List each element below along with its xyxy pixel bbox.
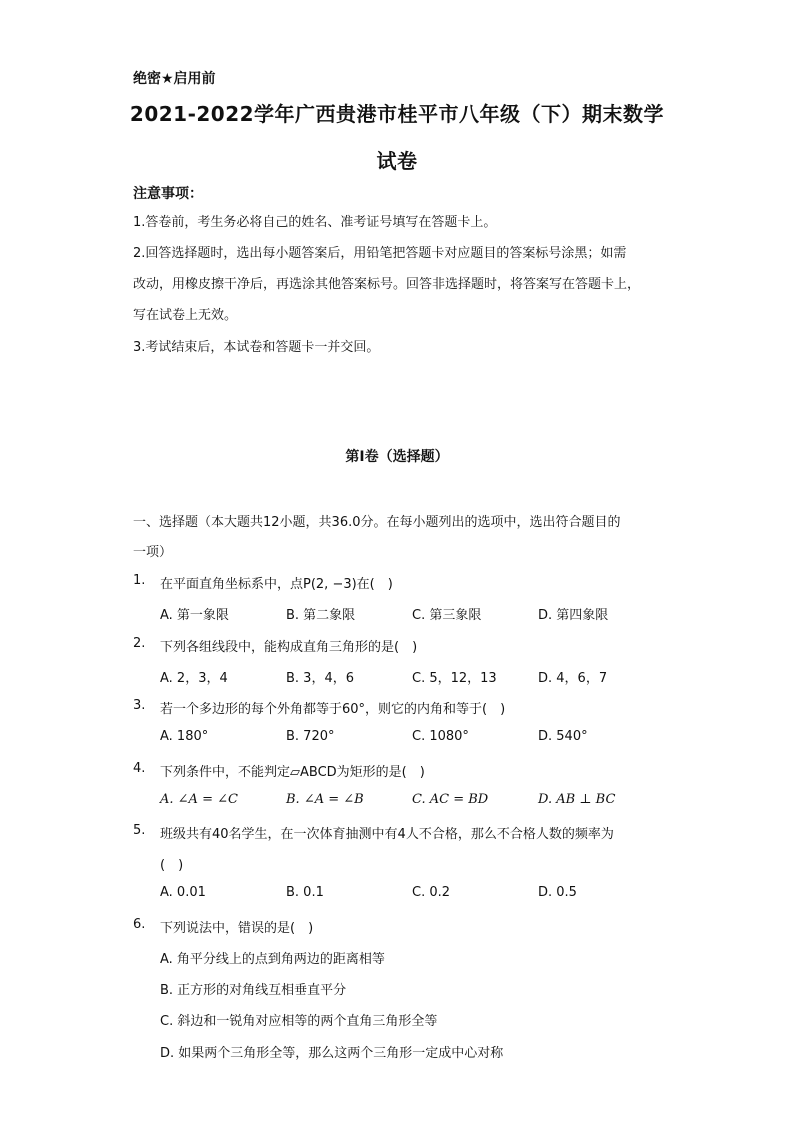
confidential-label: 绝密★启用前 (133, 71, 216, 87)
question-1-option-b: B. 第二象限 (286, 608, 356, 623)
question-3-option-a: A. 180° (160, 729, 209, 744)
notice-item-1: 1.答卷前，考生务必将自己的姓名、准考证号填写在答题卡上。 (133, 215, 497, 230)
question-2-option-d: D. 4，6，7 (538, 671, 608, 686)
question-3-text: 若一个多边形的每个外角都等于60°，则它的内角和等于( ) (160, 702, 506, 717)
question-4-option-d: D. AB ⊥ BC (538, 792, 616, 807)
exam-title-line1: 2021-2022学年广西贵港市桂平市八年级（下）期末数学 (129, 102, 665, 126)
question-2-option-b: B. 3，4，6 (286, 671, 354, 686)
question-1-number: 1. (133, 573, 146, 588)
question-5-option-a: A. 0.01 (160, 885, 206, 900)
question-2-number: 2. (133, 636, 146, 651)
question-3-option-b: B. 720° (286, 729, 335, 744)
question-5-number: 5. (133, 823, 146, 838)
question-4-text: 下列条件中，不能判定▱ABCD为矩形的是( ) (160, 765, 425, 780)
notice-item-2-line2: 改动，用橡皮擦干净后，再选涂其他答案标号。回答非选择题时，将答案写在答题卡上， (133, 277, 641, 292)
question-1-text: 在平面直角坐标系中，点P(2, −3)在( ) (160, 577, 393, 592)
question-4-option-b: B. ∠A = ∠B (286, 792, 364, 807)
exam-title-line2: 试卷 (376, 149, 418, 173)
part-heading (133, 508, 673, 568)
question-5-option-b: B. 0.1 (286, 885, 324, 900)
question-1-option-d: D. 第四象限 (538, 608, 609, 623)
section-title: 第I卷（选择题） (345, 449, 449, 465)
question-6-text: 下列说法中，错误的是( ) (160, 921, 314, 936)
question-1-option-a: A. 第一象限 (160, 608, 229, 623)
question-4-number: 4. (133, 761, 146, 776)
question-5-option-d: D. 0.5 (538, 885, 577, 900)
question-2-text: 下列各组线段中，能构成直角三角形的是( ) (160, 640, 418, 655)
question-6-option-c: C. 斜边和一锐角对应相等的两个直角三角形全等 (160, 1014, 438, 1029)
question-2-option-a: A. 2，3，4 (160, 671, 228, 686)
question-1-option-c: C. 第三象限 (412, 608, 482, 623)
notice-item-2-line1: 2.回答选择题时，选出每小题答案后，用铅笔把答题卡对应题目的答案标号涂黑；如需 (133, 246, 627, 261)
question-3-option-c: C. 1080° (412, 729, 469, 744)
question-6-option-b: B. 正方形的对角线互相垂直平分 (160, 983, 347, 998)
question-6-option-a: A. 角平分线上的点到角两边的距离相等 (160, 952, 385, 967)
part-heading-line1: 一、选择题（本大题共12小题，共36.0分。在每小题列出的选项中，选出符合题目的 (133, 515, 621, 530)
question-6-number: 6. (133, 917, 146, 932)
question-4-option-a: A. ∠A = ∠C (160, 792, 238, 807)
question-3-option-d: D. 540° (538, 729, 588, 744)
notice-item-3: 3.考试结束后，本试卷和答题卡一并交回。 (133, 340, 380, 355)
part-heading-line2: 一项） (133, 545, 173, 560)
notice-item-2-line3: 写在试卷上无效。 (133, 308, 238, 323)
notice-heading: 注意事项： (133, 186, 203, 202)
question-6-option-d: D. 如果两个三角形全等，那么这两个三角形一定成中心对称 (160, 1046, 504, 1061)
question-5-text-cont: ( ) (160, 858, 184, 873)
question-4-option-c: C. AC = BD (412, 792, 489, 807)
question-3-number: 3. (133, 698, 146, 713)
question-5-option-c: C. 0.2 (412, 885, 451, 900)
question-2-option-c: C. 5，12，13 (412, 671, 497, 686)
question-5-text: 班级共有40名学生，在一次体育抽测中有4人不合格，那么不合格人数的频率为 (160, 827, 614, 842)
